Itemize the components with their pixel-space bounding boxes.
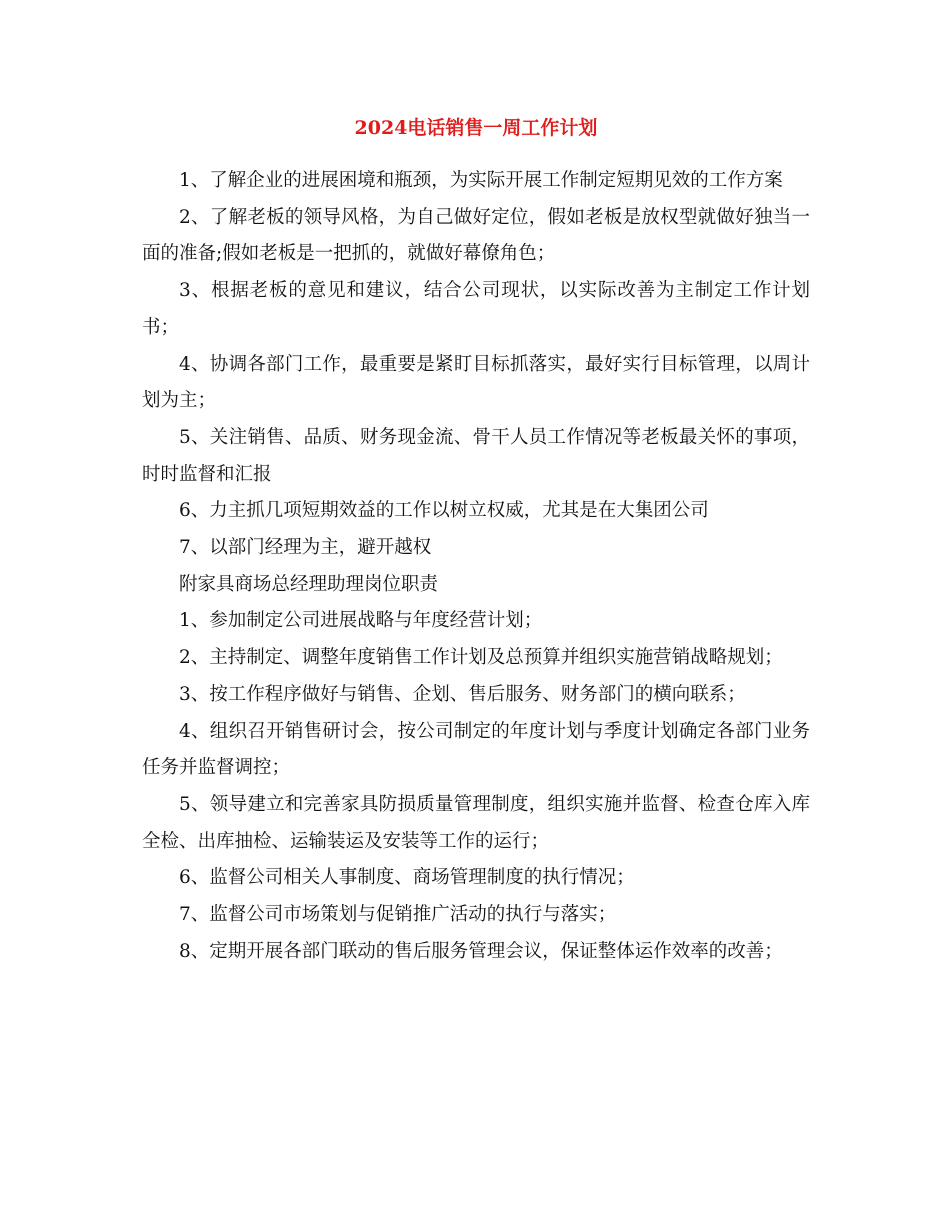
paragraph-7: 7、以部门经理为主，避开越权 xyxy=(179,537,432,559)
paragraph-6: 6、力主抓几项短期效益的工作以树立权威，尤其是在大集团公司 xyxy=(179,500,709,522)
document-title: 2024电话销售一周工作计划 xyxy=(354,117,598,139)
duty-item-1: 1、参加制定公司进展战略与年度经营计划； xyxy=(179,610,543,632)
duty-item-7: 7、监督公司市场策划与促销推广活动的执行与落实； xyxy=(179,904,617,926)
paragraph-1: 1、了解企业的进展困境和瓶颈，为实际开展工作制定短期见效的工作方案 xyxy=(179,170,783,191)
document-body xyxy=(142,163,810,970)
duty-item-4: 4、组织召开销售研讨会，按公司制定的年度计划与季度计划确定各部门业务任务并监督调控； xyxy=(142,720,810,779)
paragraph-3: 3、根据老板的意见和建议，结合公司现状，以实际改善为主制定工作计划书； xyxy=(142,280,810,338)
duty-item-3: 3、按工作程序做好与销售、企划、售后服务、财务部门的横向联系； xyxy=(179,683,746,705)
duty-item-5: 5、领导建立和完善家具防损质量管理制度，组织实施并监督、检查仓库入库全检、出库抽检、运输装运及安装等工作的运行； xyxy=(142,793,810,852)
paragraph-4: 4、协调各部门工作，最重要是紧盯目标抓落实，最好实行目标管理，以周计划为主； xyxy=(142,353,810,412)
paragraph-2: 2、了解老板的领导风格，为自己做好定位，假如老板是放权型就做好独当一面的准备;假如老板是一把抓的，就做好幕僚角色； xyxy=(142,206,810,265)
duty-item-2: 2、主持制定、调整年度销售工作计划及总预算并组织实施营销战略规划； xyxy=(179,647,783,669)
paragraph-5: 5、关注销售、品质、财务现金流、骨干人员工作情况等老板最关怀的事项，时时监督和汇报 xyxy=(142,426,810,485)
section-heading-appendix: 附家具商场总经理助理岗位职责 xyxy=(179,573,439,595)
duty-item-6: 6、监督公司相关人事制度、商场管理制度的执行情况； xyxy=(179,867,635,889)
duty-item-8: 8、定期开展各部门联动的售后服务管理会议，保证整体运作效率的改善； xyxy=(179,940,783,962)
